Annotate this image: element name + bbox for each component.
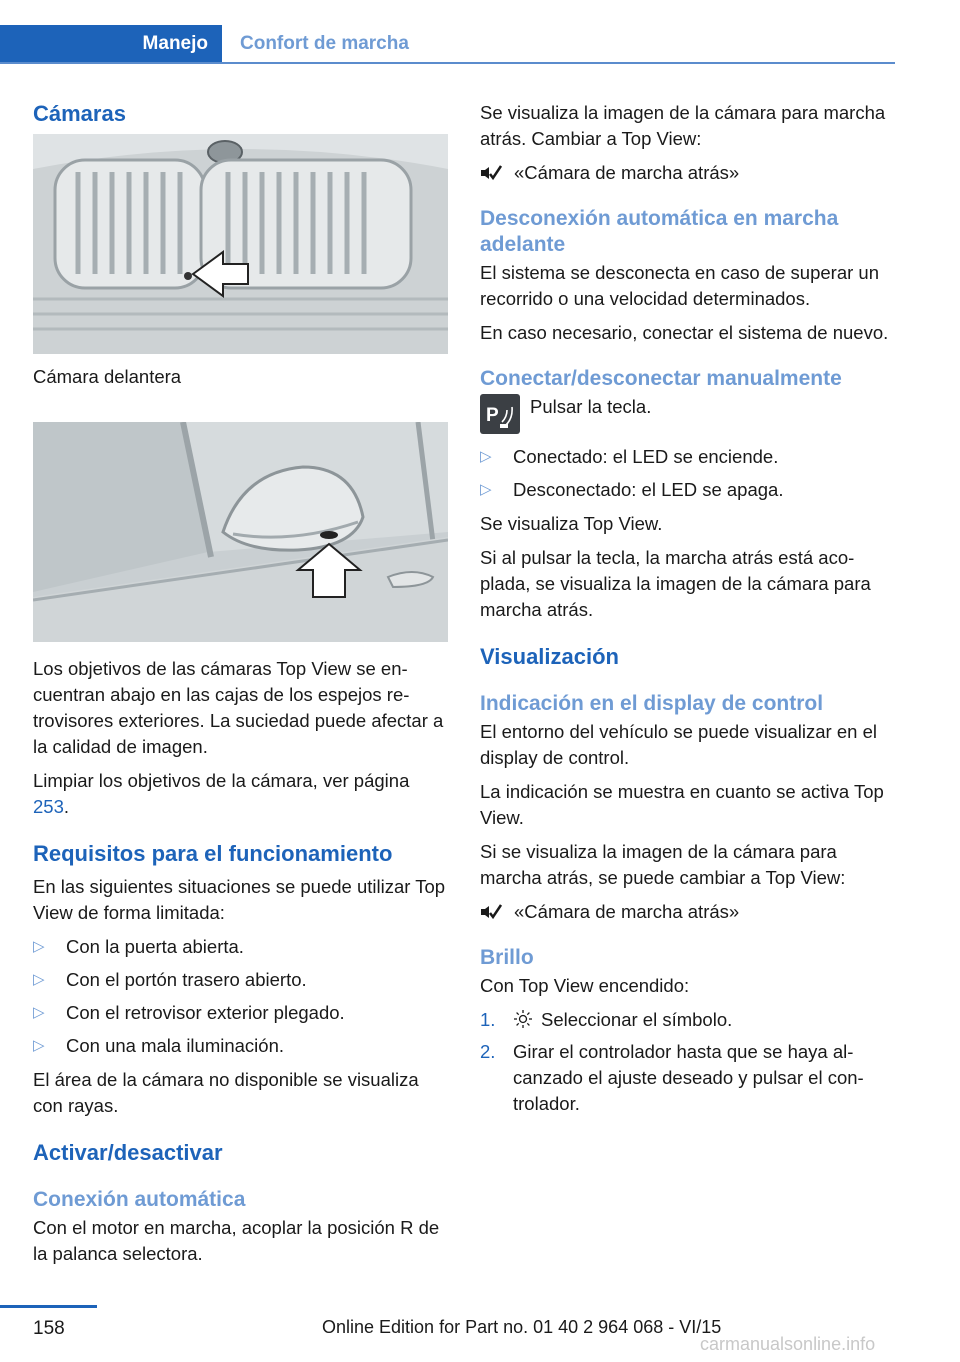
footer-rule <box>0 1305 97 1308</box>
sub-brillo-title: Brillo <box>480 946 534 969</box>
side-mirror-illustration <box>33 422 448 642</box>
para-entorno: El entorno del vehículo se puede visualizar en el display de control. <box>480 721 877 768</box>
para-topview: Se visualiza Top View. <box>480 513 663 534</box>
camera-view-icon <box>480 901 502 923</box>
left-column <box>33 100 448 1275</box>
para-contop: Con Top View encendido: <box>480 975 690 996</box>
list-item-text: Con el retrovisor exterior plegado. <box>66 1002 345 1023</box>
header-tab-manejo[interactable]: Manejo <box>0 25 222 62</box>
triangle-bullet-icon: ▷ <box>480 448 492 465</box>
mirror-camera-figure <box>33 422 448 642</box>
sub-desconexion-title: Desconexión automática en marcha adelante <box>480 207 839 256</box>
parking-button-symbol <box>480 394 520 434</box>
edition-text: Online Edition for Part no. 01 40 2 964 068 - VI/15 <box>322 1317 722 1337</box>
para-conexion: Con el motor en marcha, acoplar la posición R de la palanca selectora. <box>33 1217 440 1264</box>
right-column <box>480 100 895 1123</box>
watermark: carmanualsonline.info <box>700 1334 876 1354</box>
camera-rear-label-2: «Cámara de marcha atrás» <box>514 901 740 922</box>
para-indicacion: La indicación se muestra en cuanto se activa Top View. <box>480 781 884 828</box>
page-253-link[interactable]: 253 <box>33 796 64 817</box>
step-text: Girar el controlador hasta que se haya alcanzado el ajuste deseado y pulsar el controlador. <box>513 1041 864 1114</box>
list-item <box>480 444 895 470</box>
sub-indicacion-title: Indicación en el display de control <box>480 692 824 715</box>
list-item-text: Con el portón trasero abierto. <box>66 969 307 990</box>
pulsar-tecla-text: Pulsar la tecla. <box>530 396 652 417</box>
sub-conexion-title: Conexión automática <box>33 1188 246 1211</box>
brightness-icon <box>513 1009 533 1029</box>
front-camera-figure <box>33 134 448 354</box>
list-item <box>480 1039 895 1117</box>
button-instruction <box>480 394 895 434</box>
section-requisitos-title: Requisitos para el funcionamiento <box>33 841 393 866</box>
list-item-text: Desconectado: el LED se apaga. <box>513 479 784 500</box>
list-item <box>33 934 448 960</box>
page-number: 158 <box>33 1318 65 1339</box>
svg-text:P: P <box>486 405 499 426</box>
list-item-text: Conectado: el LED se enciende. <box>513 446 779 467</box>
section-camaras-title: Cámaras <box>33 101 126 126</box>
figure1-caption: Cámara delantera <box>33 366 182 387</box>
led-list <box>480 444 895 503</box>
list-item <box>33 1000 448 1026</box>
triangle-bullet-icon: ▷ <box>33 1004 45 1021</box>
header-tab-confort[interactable]: Confort de marcha <box>240 33 409 54</box>
list-item <box>480 1007 895 1033</box>
triangle-bullet-icon: ▷ <box>480 481 492 498</box>
camera-rear-label-1: «Cámara de marcha atrás» <box>514 162 740 183</box>
list-item <box>33 1033 448 1059</box>
step-number: 2. <box>480 1041 496 1062</box>
triangle-bullet-icon: ▷ <box>33 971 45 988</box>
para-limpiar-suffix: . <box>63 796 70 817</box>
list-item-text: Con la puerta abierta. <box>66 936 244 957</box>
para-limpiar-text: Limpiar los objetivos de la cámara, ver página <box>33 770 410 791</box>
para-desconecta: El sistema se desconecta en caso de superar un recorrido o una velocidad determinados. <box>480 262 880 309</box>
para-situaciones: En las siguientes situaciones se puede utilizar Top View de forma limitada: <box>33 876 446 923</box>
list-item <box>33 967 448 993</box>
brillo-steps <box>480 1007 895 1117</box>
step-number: 1. <box>480 1009 496 1030</box>
requisitos-list <box>33 934 448 1059</box>
camera-view-icon <box>480 162 502 184</box>
para-visualiza: Se visualiza la imagen de la cámara para marcha atrás. Cambiar a Top View: <box>480 102 886 149</box>
sub-manual-title: Conectar/desconectar manualmente <box>480 367 842 390</box>
section-activar-title: Activar/desactivar <box>33 1140 223 1165</box>
page-header <box>0 25 895 64</box>
section-visualizacion-title: Visualización <box>480 644 619 669</box>
para-sivisualiza: Si se visualiza la imagen de la cámara para marcha atrás, se puede cambiar a Top View: <box>480 841 846 888</box>
triangle-bullet-icon: ▷ <box>33 938 45 955</box>
camera-rear-line-1 <box>480 160 895 186</box>
para-caso: En caso necesario, conectar el sistema de nuevo. <box>480 322 889 343</box>
camera-rear-line-2 <box>480 899 895 925</box>
para-sialpulsar: Si al pulsar la tecla, la marcha atrás está acoplada, se visualiza la imagen de la cámara para marcha atrás. <box>480 547 871 620</box>
para-objetivos: Los objetivos de las cámaras Top View se encuentran abajo en las cajas de los espejos retrovisores exteriores. La suciedad puede afectar a la calidad de imagen. <box>33 658 444 757</box>
parking-assist-button-icon <box>480 394 520 434</box>
triangle-bullet-icon: ▷ <box>33 1037 45 1054</box>
step-text: Seleccionar el símbolo. <box>541 1009 733 1030</box>
list-item <box>480 477 895 503</box>
para-area: El área de la cámara no disponible se visualiza con rayas. <box>33 1069 419 1116</box>
list-item-text: Con una mala iluminación. <box>66 1035 285 1056</box>
para-limpiar <box>33 768 448 820</box>
front-grille-illustration <box>33 134 448 354</box>
